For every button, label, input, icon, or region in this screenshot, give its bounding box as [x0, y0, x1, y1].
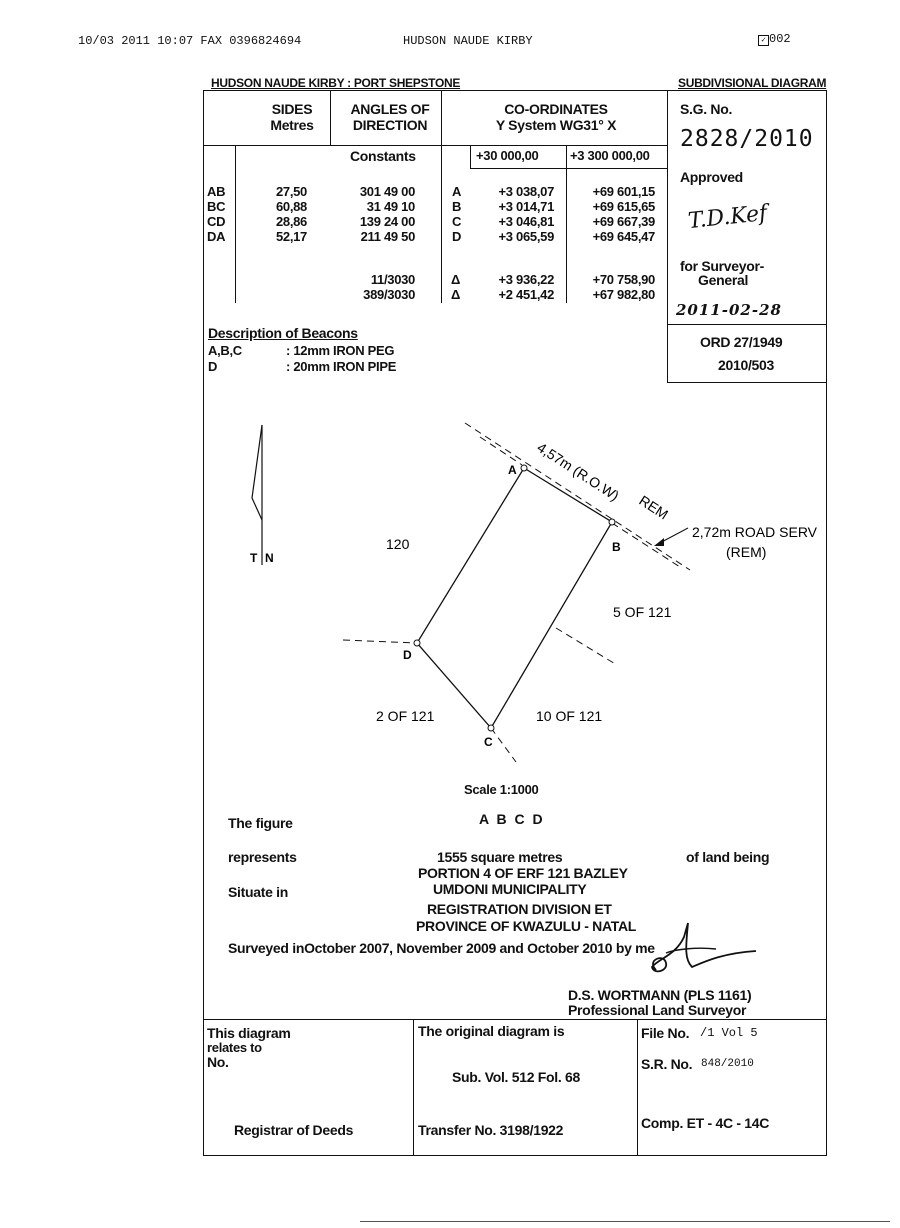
division-value: REGISTRATION DIVISION ET — [427, 901, 612, 917]
represents-label: represents — [228, 849, 297, 865]
beacon-desc-2: : 20mm IRON PIPE — [286, 359, 397, 374]
relates-line-3: No. — [207, 1054, 229, 1070]
approval-signature: T.D.Kef — [686, 200, 769, 235]
diagram-type-title: SUBDIVISIONAL DIAGRAM — [678, 76, 827, 90]
side-row-cd: CD 28,86 139 24 00 C +3 046,81 +69 667,39 — [207, 214, 655, 229]
point-label-a: A — [508, 463, 517, 477]
constants-label: Constants — [350, 148, 416, 164]
province-value: PROVINCE OF KWAZULU - NATAL — [416, 918, 637, 934]
subvol-value: Sub. Vol. 512 Fol. 68 — [452, 1069, 581, 1085]
beacon-c — [488, 725, 494, 731]
municipality-value: UMDONI MUNICIPALITY — [433, 881, 587, 897]
point-label-d: D — [403, 648, 412, 662]
sr-value: 848/2010 — [701, 1058, 754, 1070]
header-angles: ANGLES OF — [350, 101, 430, 117]
relates-line-2: relates to — [207, 1040, 262, 1055]
registrar-label: Registrar of Deeds — [234, 1122, 354, 1138]
parcel-polygon — [417, 468, 612, 728]
point-label-b: B — [612, 540, 621, 554]
erf-5-of-121-label: 5 OF 121 — [613, 604, 672, 620]
beacon-points-2: D — [208, 359, 218, 374]
frame-bottom — [203, 1155, 827, 1156]
header-sides: SIDES — [271, 101, 313, 117]
file-label: File No. — [641, 1025, 690, 1041]
relates-line-1: This diagram — [207, 1025, 291, 1041]
header-coordinates: CO-ORDINATES — [504, 101, 608, 117]
approved-label: Approved — [680, 169, 743, 185]
constant-x: +3 300 000,00 — [570, 148, 650, 163]
road-reserve-line — [465, 423, 690, 570]
surveyed-statement: Surveyed inOctober 2007, November 2009 and October 2010 by me — [228, 940, 655, 956]
footer-divider-2 — [637, 1019, 638, 1156]
true-north-t: T — [250, 551, 258, 565]
sg-number: 2828/2010 — [680, 126, 814, 152]
transfer-value: Transfer No. 3198/1922 — [418, 1122, 564, 1138]
surveyor-title: Professional Land Surveyor — [568, 1002, 747, 1018]
surveyor-signature — [636, 915, 776, 985]
true-north-n: N — [265, 551, 274, 565]
erf-10-of-121-label: 10 OF 121 — [536, 708, 603, 724]
boundary-c-extension — [491, 728, 516, 762]
erf-2-of-121-label: 2 OF 121 — [376, 708, 435, 724]
beacon-d — [414, 640, 420, 646]
trig-row-1: 11/3030 Δ +3 936,22 +70 758,90 — [370, 272, 655, 287]
general-label: General — [698, 272, 749, 288]
fax-datetime: 10/03 2011 10:07 FAX 0396824694 — [78, 34, 302, 48]
row-extension — [612, 523, 680, 567]
road-pointer-arrow-icon — [654, 538, 664, 546]
road-serv-label: 2,72m ROAD SERV — [692, 524, 818, 540]
comp-value: Comp. ET - 4C - 14C — [641, 1115, 770, 1131]
row-line — [480, 437, 522, 465]
north-arrow-icon — [252, 425, 262, 565]
side-row-ab: AB 27,50 301 49 00 A +3 038,07 +69 601,15 — [207, 184, 655, 199]
beacon-b — [609, 519, 615, 525]
for-surveyor-label: for Surveyor- — [680, 258, 765, 274]
fax-icon: ✓ — [758, 35, 769, 46]
side-row-bc: BC 60,88 31 49 10 B +3 014,71 +69 615,65 — [207, 199, 655, 214]
sg-label: S.G. No. — [680, 101, 733, 117]
erf-120-label: 120 — [386, 536, 410, 552]
road-serv-rem-label: (REM) — [726, 544, 767, 560]
original-label: The original diagram is — [418, 1023, 565, 1039]
point-label-c: C — [484, 735, 493, 749]
beacon-desc-1: : 12mm IRON PEG — [286, 343, 395, 358]
trig-row-2: 389/3030 Δ +2 451,42 +67 982,80 — [363, 287, 655, 302]
of-land-label: of land being — [686, 849, 770, 865]
row-label: 4,57m (R.O.W) — [534, 439, 623, 504]
firm-title: HUDSON NAUDE KIRBY : PORT SHEPSTONE — [211, 76, 461, 90]
file-value: /1 Vol 5 — [700, 1026, 758, 1040]
footer-divider-1 — [413, 1019, 414, 1156]
fax-page-number: 002 — [769, 32, 791, 46]
constant-y: +30 000,00 — [476, 148, 539, 163]
approval-date: 2011-02-28 — [676, 301, 782, 319]
rem-label: REM — [636, 492, 672, 523]
page-bottom-rule — [360, 1221, 890, 1222]
figure-label: The figure — [228, 815, 293, 831]
scale-label: Scale 1:1000 — [464, 782, 539, 797]
beacon-a — [521, 465, 527, 471]
header-direction: DIRECTION — [352, 117, 428, 133]
situate-label: Situate in — [228, 884, 289, 900]
surveyor-name: D.S. WORTMANN (PLS 1161) — [568, 987, 752, 1003]
sg-reference: 2010/503 — [718, 357, 774, 373]
ord-reference: ORD 27/1949 — [700, 334, 783, 350]
area-value: 1555 square metres — [437, 849, 563, 865]
beacons-title: Description of Beacons — [208, 325, 358, 341]
figure-value: A B C D — [479, 811, 545, 827]
beacon-points-1: A,B,C — [208, 343, 242, 358]
header-metres: Metres — [270, 117, 314, 133]
boundary-2-of-121 — [343, 640, 417, 643]
boundary-5-of-121 — [556, 628, 617, 665]
header-system: Y System WG31° X — [495, 117, 617, 133]
footer-top-rule — [203, 1019, 827, 1020]
portion-value: PORTION 4 OF ERF 121 BAZLEY — [418, 865, 628, 881]
side-row-da: DA 52,17 211 49 50 D +3 065,59 +69 645,47 — [207, 229, 655, 244]
sr-label: S.R. No. — [641, 1056, 693, 1072]
fax-sender: HUDSON NAUDE KIRBY — [403, 34, 533, 48]
